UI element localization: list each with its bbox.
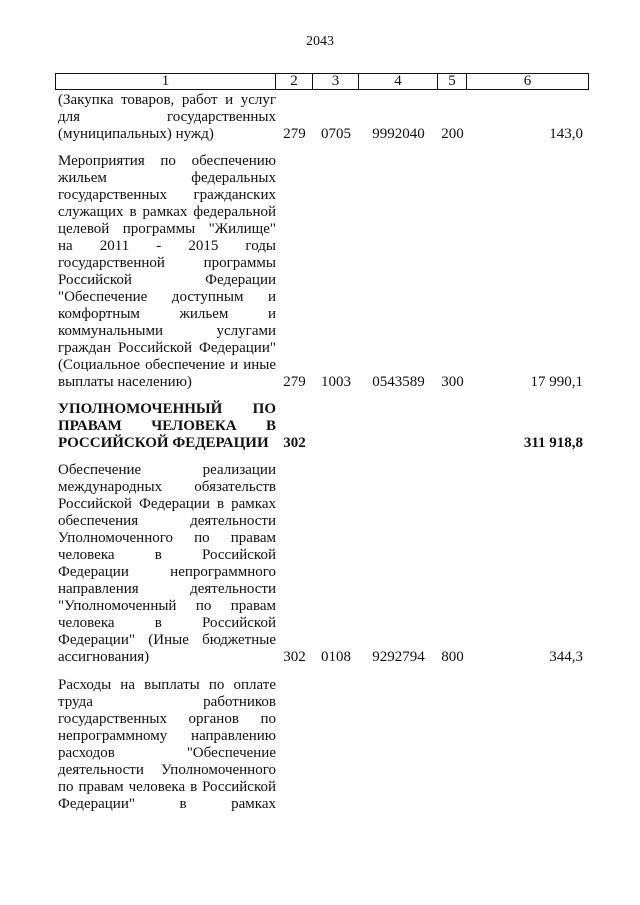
- table-row: [55, 153, 589, 391]
- text-line: обеспечения деятельности: [58, 513, 276, 529]
- row-description: [55, 92, 276, 143]
- text-line: человека в Российской: [58, 547, 276, 563]
- table-row: [55, 677, 589, 813]
- text-line: (Закупка товаров, работ и услуг: [58, 92, 276, 108]
- text-line: направления деятельности: [58, 581, 276, 597]
- text-line: деятельности Уполномоченного: [58, 762, 276, 778]
- text-line: государственных органов по: [58, 711, 276, 727]
- text-line: РОССИЙСКОЙ ФЕДЕРАЦИИ: [58, 435, 269, 451]
- amount-total: 311 918,8: [523, 435, 583, 451]
- ministry-code: 279: [283, 126, 306, 142]
- text-line: для государственных: [58, 109, 276, 125]
- text-line: непрограммному направлению: [58, 728, 276, 744]
- text-line: Уполномоченного по правам: [58, 530, 276, 546]
- expense-type-code: 300: [441, 374, 464, 390]
- text-line: государственной программы: [58, 255, 276, 271]
- budget-table: [55, 73, 589, 813]
- text-line: Федерации непрограммного: [58, 564, 276, 580]
- expense-type-code: 200: [441, 126, 464, 142]
- table-row: [55, 462, 589, 666]
- text-line: (муниципальных) нужд): [58, 126, 214, 142]
- ministry-code: 302: [283, 649, 306, 665]
- text-line: выплаты населению): [58, 374, 192, 390]
- text-line: государственных гражданских: [58, 187, 276, 203]
- header-col-1: 1: [56, 74, 276, 89]
- row-description: [55, 462, 276, 666]
- text-line: "Уполномоченный по правам: [58, 598, 276, 614]
- section-code: 0108: [321, 649, 351, 665]
- header-col-4: 4: [359, 74, 438, 89]
- text-line: ассигнования): [58, 649, 150, 665]
- text-line: по правам человека в Российской: [58, 779, 276, 795]
- text-line: Обеспечение реализации: [58, 462, 276, 478]
- text-line: Мероприятия по обеспечению: [58, 153, 276, 169]
- row-description: [55, 401, 276, 452]
- text-line: комфортным жильем и: [58, 306, 276, 322]
- text-line: расходов "Обеспечение: [58, 745, 276, 761]
- amount: 143,0: [549, 126, 583, 142]
- text-line: Федерации" (Иные бюджетные: [58, 632, 276, 648]
- text-line: труда работников: [58, 694, 276, 710]
- table-row-ministry-heading: [55, 401, 589, 452]
- text-line: Федерации" в рамках: [58, 796, 276, 812]
- target-article-code: 0543589: [372, 374, 425, 390]
- text-line: международных обязательств: [58, 479, 276, 495]
- page-number: 2043: [306, 34, 334, 49]
- amount: 17 990,1: [530, 374, 583, 390]
- ministry-code: 302: [283, 435, 306, 451]
- expense-type-code: 800: [441, 649, 464, 665]
- row-description: [55, 153, 276, 391]
- section-code: 0705: [321, 126, 351, 142]
- header-col-5: 5: [438, 74, 467, 89]
- text-line: на 2011 - 2015 годы: [58, 238, 276, 254]
- header-col-6: 6: [523, 73, 532, 89]
- amount: 344,3: [549, 649, 583, 665]
- ministry-code: 279: [283, 374, 306, 390]
- text-line: Российской Федерации в рамках: [58, 496, 276, 512]
- text-line: УПОЛНОМОЧЕННЫЙ ПО: [58, 401, 276, 417]
- table-row: [55, 92, 589, 143]
- text-line: Российской Федерации: [58, 272, 276, 288]
- text-line: "Обеспечение доступным и: [58, 289, 276, 305]
- text-line: граждан Российской Федерации": [58, 340, 276, 356]
- text-line: коммунальными услугами: [58, 323, 276, 339]
- text-line: ПРАВАМ ЧЕЛОВЕКА В: [58, 418, 276, 434]
- text-line: целевой программы "Жилище": [58, 221, 276, 237]
- section-code: 1003: [321, 374, 351, 390]
- text-line: служащих в рамках федеральной: [58, 204, 276, 220]
- table-header-row: [55, 73, 589, 90]
- header-col-3: 3: [313, 74, 359, 89]
- text-line: человека в Российской: [58, 615, 276, 631]
- text-line: (Социальное обеспечение и иные: [58, 357, 276, 373]
- target-article-code: 9292794: [372, 649, 425, 665]
- header-col-2: 2: [276, 74, 313, 89]
- target-article-code: 9992040: [372, 126, 425, 142]
- text-line: жильем федеральных: [58, 170, 276, 186]
- row-description: [55, 677, 276, 813]
- text-line: Расходы на выплаты по оплате: [58, 677, 276, 693]
